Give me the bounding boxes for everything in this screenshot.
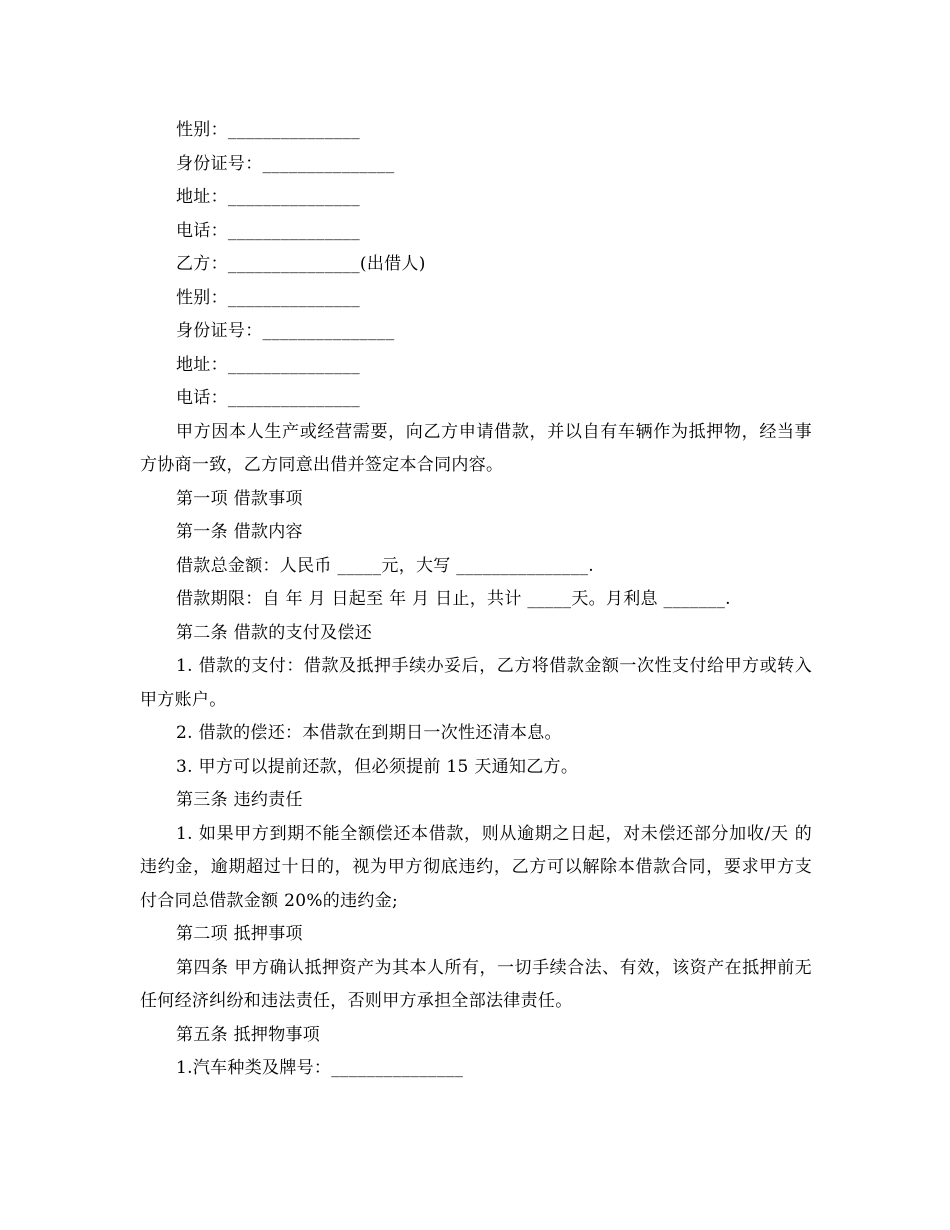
clause-paragraph: 1. 如果甲方到期不能全额偿还本借款，则从逾期之日起，对未偿还部分加收/天 的违约金，逾期超过十日的，视为甲方彻底违约，乙方可以解除本借款合同，要求甲方支付合同总借款金额 20%的违约金; (140, 823, 812, 911)
clause-line: 2. 借款的偿还：本借款在到期日一次性还清本息。 (176, 723, 562, 743)
clause-paragraph: 第四条 甲方确认抵押资产为其本人所有，一切手续合法、有效，该资产在抵押前无任何经济纠纷和违法责任，否则甲方承担全部法律责任。 (140, 957, 812, 1011)
party-b-name: 乙方：_______________(出借人) (176, 254, 426, 274)
party-a-phone: 电话：_______________ (176, 220, 360, 241)
preamble-paragraph: 甲方因本人生产或经营需要，向乙方申请借款，并以自有车辆作为抵押物，经当事方协商一致，乙方同意出借并签定本合同内容。 (140, 421, 812, 475)
loan-term-line: 借款期限：自 年 月 日起至 年 月 日止，共计 _____天。月利息 _______. (176, 589, 731, 609)
contract-body (140, 114, 812, 1086)
party-b-phone: 电话：_______________ (176, 388, 360, 408)
party-a-id-number: 身份证号：_______________ (176, 153, 395, 174)
section-heading: 第二项 抵押事项 (176, 924, 303, 944)
article-heading: 第五条 抵押物事项 (176, 1024, 321, 1045)
article-heading: 第一条 借款内容 (176, 522, 303, 542)
section-heading: 第一项 借款事项 (176, 488, 303, 509)
party-b-id-number: 身份证号：_______________ (176, 321, 395, 341)
loan-amount-line: 借款总金额：人民币 _____元，大写 _______________. (176, 555, 595, 576)
party-b-address: 地址：_______________ (176, 354, 360, 375)
article-heading: 第二条 借款的支付及偿还 (176, 622, 373, 643)
clause-paragraph: 1. 借款的支付：借款及抵押手续办妥后，乙方将借款金额一次性支付给甲方或转入甲方账户。 (140, 656, 812, 710)
party-a-address: 地址：_______________ (176, 187, 360, 207)
vehicle-type-line: 1.汽车种类及牌号：_______________ (176, 1058, 464, 1078)
clause-line: 3. 甲方可以提前还款，但必须提前 15 天通知乙方。 (176, 756, 579, 777)
article-heading: 第三条 违约责任 (176, 790, 303, 810)
party-b-gender: 性别：_______________ (176, 287, 360, 308)
party-a-gender: 性别：_______________ (176, 120, 360, 140)
